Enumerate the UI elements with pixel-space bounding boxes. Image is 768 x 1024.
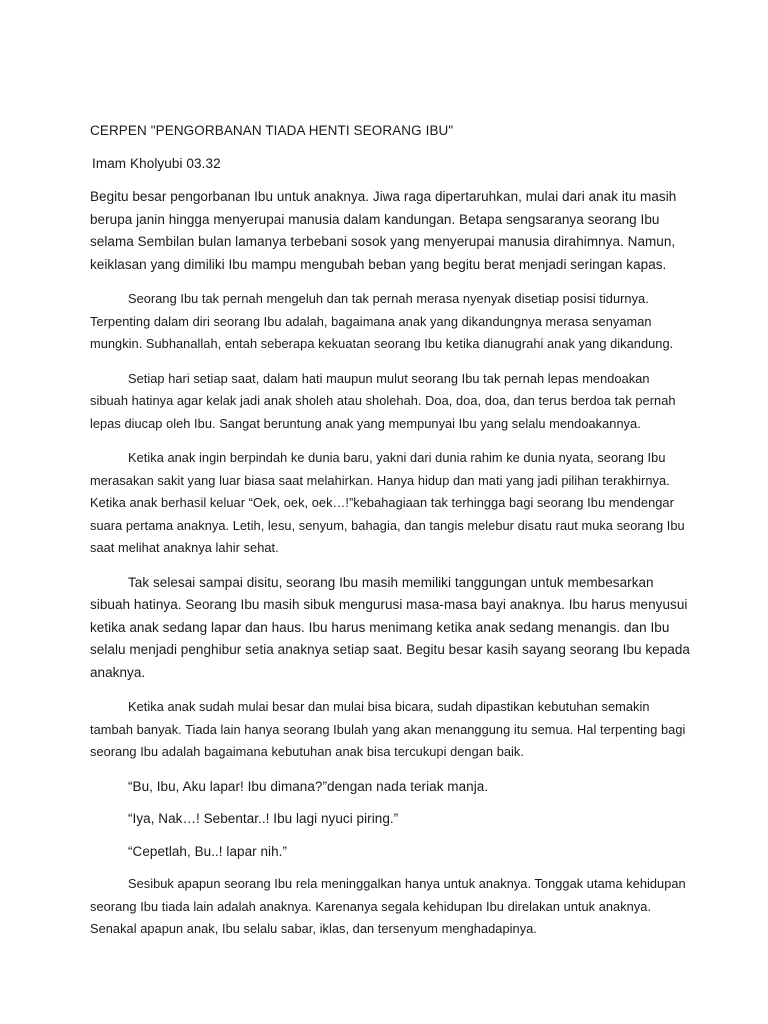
paragraph-2: Seorang Ibu tak pernah mengeluh dan tak pernah merasa nyenyak disetiap posisi tidurnya. Terpenting dalam diri seorang Ibu adalah, bagaimana anak yang dikandungnya merasa senyaman mungkin. Subhanallah, entah seberapa kekuatan seorang Ibu ketika dianugrahi anak yang dikandung.	[90, 291, 674, 351]
dialog-line-1: “Bu, Ibu, Aku lapar! Ibu dimana?”dengan nada teriak manja.	[128, 778, 489, 794]
paragraph-5: Tak selesai sampai disitu, seorang Ibu masih memiliki tanggungan untuk membesarkan sibuah hatinya. Seorang Ibu masih sibuk mengurusi masa-masa bayi anaknya. Ibu harus menyusui ketika anak sedang lapar dan haus. Ibu harus menimang ketika anak sedang menangis. dan Ibu selalu menjadi penghibur setia anaknya setiap saat. Begitu besar kasih sayang seorang Ibu kepada anaknya.	[90, 574, 690, 680]
paragraph-6: Ketika anak sudah mulai besar dan mulai bisa bicara, sudah dipastikan kebutuhan semakin tambah banyak. Tiada lain hanya seorang Ibulah yang akan menanggung itu semua. Hal terpenting bagi seorang Ibu adalah bagaimana kebutuhan anak bisa tercukupi dengan baik.	[90, 699, 686, 759]
paragraph-3: Setiap hari setiap saat, dalam hati maupun mulut seorang Ibu tak pernah lepas mendoakan sibuah hatinya agar kelak jadi anak sholeh atau sholehah. Doa, doa, doa, dan terus berdoa tak pernah lepas diucap oleh Ibu. Sangat beruntung anak yang mempunyai Ibu yang selalu mendoakannya.	[90, 370, 676, 431]
document-page	[90, 122, 690, 953]
dialog-line-2: “Iya, Nak…! Sebentar..! Ibu lagi nyuci piring.”	[128, 811, 399, 826]
paragraph-10: Sesibuk apapun seorang Ibu rela meninggalkan hanya untuk anaknya. Tonggak utama kehidupan seorang Ibu tiada lain adalah anaknya. Karenanya segala kehidupan Ibu direlakan untuk anaknya. Senakal apapun anak, Ibu selalu sabar, iklas, dan tersenyum menghadapinya.	[90, 876, 686, 936]
paragraph-1: Begitu besar pengorbanan Ibu untuk anaknya. Jiwa raga dipertaruhkan, mulai dari anak itu masih berupa janin hingga menyerupai manusia dalam kandungan. Betapa sengsaranya seorang Ibu selama Sembilan bulan lamanya terbebani sosok yang menyerupai manusia dirahimnya. Namun, keiklasan yang dimiliki Ibu mampu mengubah beban yang begitu berat menjadi seringan kapas.	[90, 189, 677, 272]
dialog-line-3: “Cepetlah, Bu..! lapar nih.”	[128, 843, 287, 859]
author-line: Imam Kholyubi 03.32	[92, 156, 221, 171]
paragraph-4: Ketika anak ingin berpindah ke dunia baru, yakni dari dunia rahim ke dunia nyata, seorang Ibu merasakan sakit yang luar biasa saat melahirkan. Hanya hidup dan mati yang jadi pilihan terakhirnya. Ketika anak berhasil keluar “Oek, oek, oek…!”kebahagiaan tak terhingga bagi seorang Ibu mendengar suara pertama anaknya. Letih, lesu, senyum, bahagia, dan tangis melebur disatu raut muka seorang Ibu saat melihat anaknya lahir sehat.	[90, 450, 685, 555]
story-title: CERPEN "PENGORBANAN TIADA HENTI SEORANG IBU"	[90, 123, 454, 138]
